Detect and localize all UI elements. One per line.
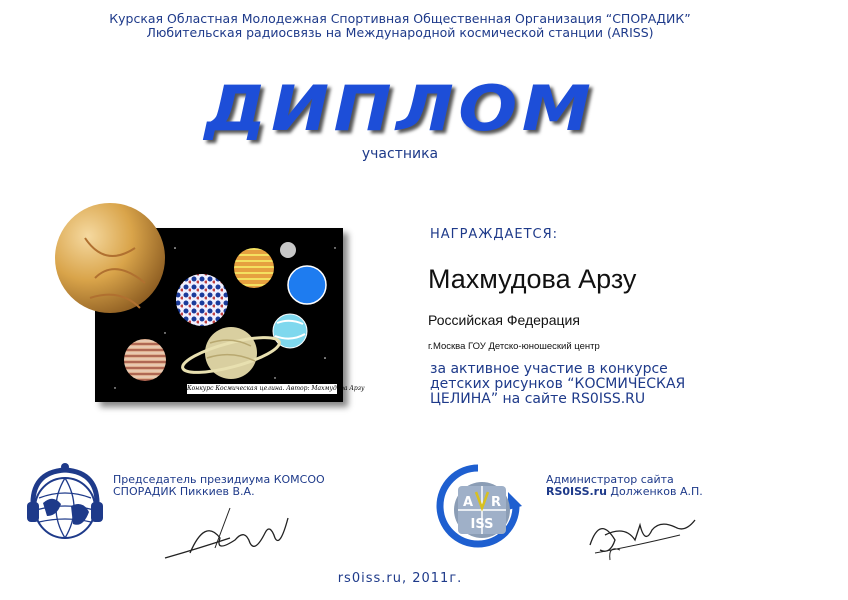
left-signature (160, 498, 300, 568)
child-drawing (95, 228, 365, 402)
right-signature (580, 505, 700, 567)
drawing-caption: Конкурс Космическая целина. Автор: Махмудова Арзу (187, 385, 365, 392)
header-line-2: Любительская радиосвязь на Международной космической станции (ARISS) (146, 25, 654, 40)
footer: rs0iss.ru, 2011г. (337, 571, 463, 586)
recipient-country: Российская Федерация (428, 312, 580, 328)
awarded-label: НАГРАЖДАЕТСЯ: (430, 227, 559, 242)
ariss-logo-iss: ISS (470, 517, 494, 532)
dotted-planet (176, 274, 228, 326)
ringed-planet (180, 327, 283, 380)
sun-shape (55, 203, 165, 313)
ariss-logo-r: R (490, 495, 502, 510)
diploma-subtitle (0, 146, 800, 162)
diploma-title: ДИПЛОМ (204, 72, 596, 145)
ariss-logo-a: A (462, 495, 474, 510)
globe-headphones-logo (25, 458, 105, 548)
right-signatory-line-2 (546, 486, 703, 498)
orange-planet (234, 248, 274, 288)
recipient-name: Махмудова Арзу (428, 264, 637, 294)
left-signatory-line-1: Председатель президиума КОМСОО (113, 473, 325, 486)
award-reason (430, 362, 770, 407)
header-line-1: Курская Областная Молодежная Спортивная Общественная Организация “СПОРАДИК” (109, 11, 691, 26)
grey-planet (280, 242, 296, 258)
recipient-organization: г.Москва ГОУ Детско-юношеский центр (428, 341, 600, 352)
subtitle-text: участника (361, 146, 439, 162)
site-name: RS0ISS.ru (546, 485, 607, 498)
reason-line-3: ЦЕЛИНА” на сайте RS0ISS.RU (430, 391, 646, 407)
reason-line-2: детских рисунков “КОСМИЧЕСКАЯ (430, 376, 686, 392)
ariss-logo (432, 462, 524, 550)
header (0, 12, 800, 40)
space-drawing-image (95, 228, 365, 402)
right-signatory-line-1: Администратор сайта (546, 473, 674, 486)
left-signatory (113, 474, 325, 498)
blue-planet (288, 266, 326, 304)
banded-planet (124, 339, 166, 381)
right-signatory (546, 474, 703, 498)
left-signatory-line-2: СПОРАДИК Пиккиев В.А. (113, 485, 255, 498)
reason-line-1: за активное участие в конкурсе (430, 361, 668, 377)
right-signatory-name: Долженков А.П. (606, 485, 703, 498)
